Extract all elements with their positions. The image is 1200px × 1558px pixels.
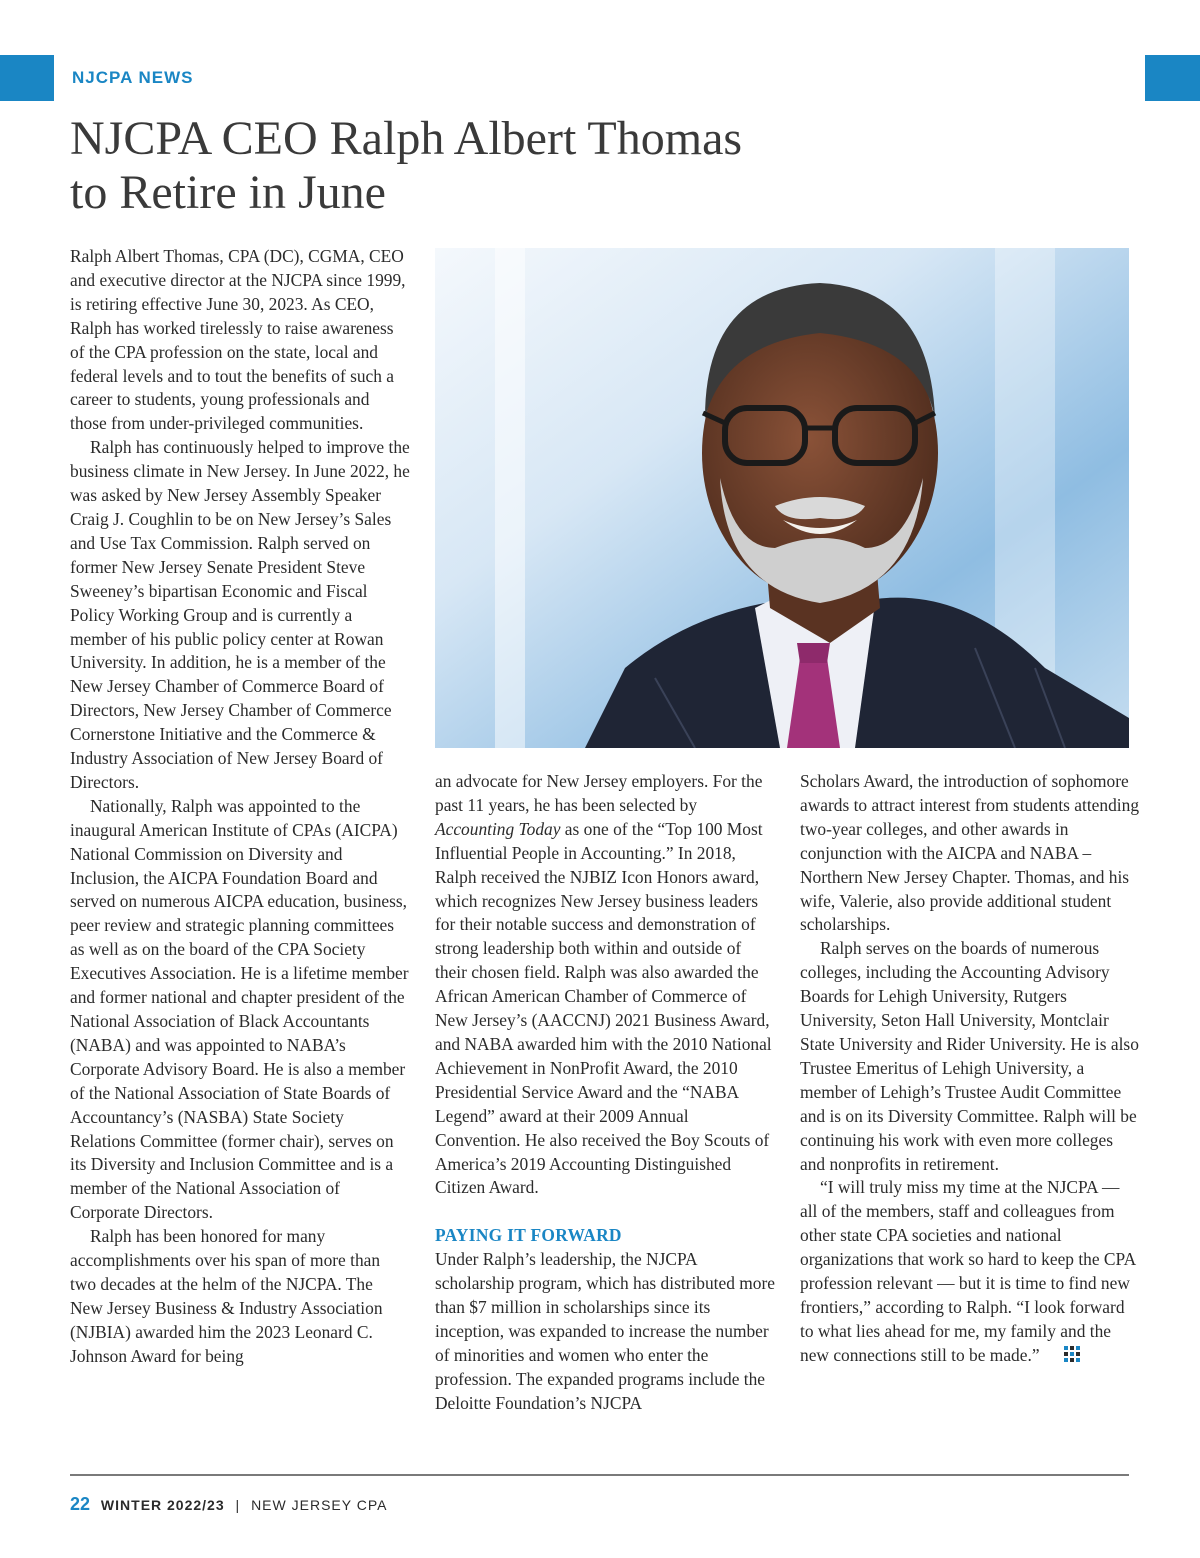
headline-line-2: to Retire in June (70, 166, 386, 219)
portrait-photo (435, 248, 1129, 748)
article-column-2 (435, 770, 775, 1416)
article-column-3 (800, 770, 1140, 1369)
article-headline (70, 112, 830, 220)
page-number: 22 (70, 1494, 91, 1514)
closing-quote: “I will truly miss my time at the NJCPA — all of the members, staff and colleagues from other state CPA societies and national organizations that work so hard to keep the CPA profession relevant — but it is time to find new frontiers,” according to Ralph. “I look forward to what lies ahead for me, my family and the new connections still to be made.” (800, 1177, 1136, 1365)
headline-line-1: NJCPA CEO Ralph Albert Thomas (70, 112, 743, 165)
section-kicker: NJCPA NEWS (72, 68, 194, 87)
header-tab-left (0, 55, 54, 101)
paragraph (435, 770, 775, 1200)
footer-separator: | (235, 1497, 241, 1513)
article-column-1 (70, 245, 410, 1369)
section-subhead: PAYING IT FORWARD (435, 1225, 622, 1246)
publication-name: NEW JERSEY CPA (251, 1497, 388, 1513)
header-tab-right (1145, 55, 1200, 101)
paragraph: Ralph Albert Thomas, CPA (DC), CGMA, CEO and executive director at the NJCPA since 1999, is retiring effective June 30, 2023. As CEO, Ralph has worked tirelessly to raise awareness of the CPA profession on the state, local and federal levels and to tout the benefits of such a career to students, young professionals and those from under-privileged communities. (70, 246, 406, 434)
page-footer (70, 1494, 387, 1515)
paragraph: Ralph serves on the boards of numerous colleges, including the Accounting Advisory Boards for Lehigh University, Rutgers University, Seton Hall University, Montclair State University and Rider University. He is also Trustee Emeritus of Lehigh University, a member of Lehigh’s Trustee Audit Committee and is on its Diversity Committee. Ralph will be continuing his work with even more colleges and nonprofits in retirement. (800, 938, 1139, 1174)
paragraph-text: an advocate for New Jersey employers. For the past 11 years, he has been selected by (435, 771, 763, 815)
paragraph (800, 1176, 1140, 1368)
paragraph: Nationally, Ralph was appointed to the inaugural American Institute of CPAs (AICPA) National Commission on Diversity and Inclusion, the AICPA Foundation Board and served on numerous AICPA education, business, peer review and strategic planning committees as well as on the board of the CPA Society Executives Association. He is a lifetime member and former national and chapter president of the National Association of Black Accountants (NABA) and was appointed to NABA’s Corporate Advisory Board. He is also a member of the National Association of State Boards of Accountancy’s (NASBA) State Society Relations Committee (former chair), serves on its Diversity and Inclusion Committee and is a member of the National Association of Corporate Directors. (70, 795, 409, 1223)
end-mark-icon (1044, 1345, 1080, 1369)
paragraph: Under Ralph’s leadership, the NJCPA scholarship program, which has distributed more than $7 million in scholarships since its inception, was expanded to increase the number of minorities and women who enter the profession. The expanded programs include the Deloitte Foundation’s NJCPA (435, 1249, 776, 1413)
issue-label: WINTER 2022/23 (100, 1497, 225, 1513)
paragraph: Ralph has been honored for many accomplishments over his span of more than two decades at the helm of the NJCPA. The New Jersey Business & Industry Association (NJBIA) awarded him the 2023 Leonard C. Johnson Award for being (70, 1226, 383, 1366)
footer-rule (70, 1474, 1129, 1476)
paragraph: Scholars Award, the introduction of sophomore awards to attract interest from students attending two-year colleges, and other awards in conjunction with the AICPA and NABA – Northern New Jersey Chapter. Thomas, and his wife, Valerie, also provide additional student scholarships. (800, 771, 1140, 935)
paragraph-text: as one of the “Top 100 Most Influential People in Accounting.” In 2018, Ralph received the NJBIZ Icon Honors award, which recognizes New Jersey business leaders for their notable success and demonstration of strong leadership both within and outside of their chosen field. Ralph was also awarded the African American Chamber of Commerce of New Jersey’s (AACCNJ) 2021 Business Award, and NABA awarded him with the 2010 National Achievement in NonProfit Award, the 2010 Presidential Service Award and the “NABA Legend” award at their 2009 Annual Convention. He also received the Boy Scouts of America’s 2019 Accounting Distinguished Citizen Award. (435, 818, 772, 1198)
paragraph: Ralph has continuously helped to improve the business climate in New Jersey. In June 2022, he was asked by New Jersey Assembly Speaker Craig J. Coughlin to be on New Jersey’s Sales and Use Tax Commission. Ralph served on former New Jersey Senate President Steve Sweeney’s bipartisan Economic and Fiscal Policy Working Group and is currently a member of his public policy center at Rowan University. In addition, he is a member of the New Jersey Chamber of Commerce Board of Directors, New Jersey Chamber of Commerce Cornerstone Initiative and the Commerce & Industry Association of New Jersey Board of Directors. (70, 437, 410, 792)
publication-title: Accounting Today (435, 818, 561, 839)
portrait-illustration (435, 248, 1129, 748)
